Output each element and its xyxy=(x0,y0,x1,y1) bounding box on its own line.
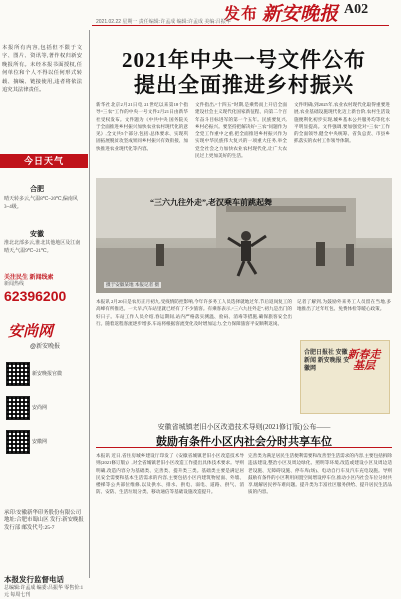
section-name: 发布 xyxy=(224,6,259,23)
newspaper-logo: 新安晚报 xyxy=(262,4,339,25)
issue-info: 2021.02.22 星期一 责任编辑:许孟成 编辑:许孟成 美编:吕振华 xyxy=(96,19,231,25)
promo-logo: 新春走基层 xyxy=(347,349,381,372)
article-column-2: 文件指出,“十四五”时期,是乘势而上开启全面建设社会主义现代化国家新征程、向第二个百年奋斗目标进军的第一个五年。民族要复兴,乡村必振兴。要坚持把解决好“三农”问题作为全党工作重中之重,把全面推进乡村振兴作为实现中华民族伟大复兴的一项重大任务,举全党全社会之力加快农业农村现代化,让广大农民过上更加美好的生活。 xyxy=(195,102,287,159)
weather-city-2: 安徽 xyxy=(30,230,44,238)
article2-divider xyxy=(96,447,392,448)
photo-caption: 摄于安徽某地 本报记者 摄 xyxy=(106,282,160,287)
rail-weather-band: 今日天气 xyxy=(0,154,88,168)
article2-kicker: 安徽省城镇老旧小区改造技术导则(2021修订版)公布—— xyxy=(157,423,331,431)
article-column-5: 记者了解到,为鼓励外来务工人员留在当地,多地推出了过年红包、免费体检等暖心政策。 xyxy=(297,299,391,312)
masthead xyxy=(0,0,401,24)
masthead-divider xyxy=(92,25,389,26)
hotline-label: 关注民生 新闻线索 xyxy=(4,275,54,281)
qr-code-icon xyxy=(6,396,30,420)
qr-caption-1: 新安晚报官微 xyxy=(32,372,63,377)
rail-footer: 承印:安徽新华印务股份有限公司 地址:合肥市蜀山区 发行:新安晚报发行部 邮发代号:25-7 xyxy=(4,510,84,531)
brand-logo: 安尚网 xyxy=(8,324,54,340)
qr-caption-3: 安徽网 xyxy=(32,440,48,445)
article-column-3: 文件明确,到2025年,农业农村现代化取得重要进展,农业基础设施现代化迈上新台阶,农村生活设施便利化初步实现,城乡基本公共服务均等化水平明显提高。文件强调,要加强党对“三农”工作的全面领导,健全中央统筹、省负总责、市县乡抓落实的农村工作领导体制。 xyxy=(294,102,390,144)
weather-city-1: 合肥 xyxy=(30,185,44,193)
promo-label: 合肥日报社 安徽新闻 新安晚报 安徽网 xyxy=(304,350,350,372)
station-scene-image xyxy=(96,178,392,293)
article2-column-2: 完善类为满足居民生活便利需要和改善型生活需求的内容,主要包括拆除违法建设,整治小区及周边绿化、照明等环境,改造或建设小区及周边适老设施、无障碍设施、停车库(场)、电动自行车及汽车充电设施。导则鼓励有条件的小区利用闲置空间增设停车位,推动小区内社会车位分时共享,缓解居民停车难问题。提升类为丰富社区服务供给、提升居民生活品质的内容。 xyxy=(248,453,392,495)
rail-notice: 本报所有内容,包括但不限于文字、图片、资讯等,著作权归新安晚报所有。未经本报书面授权,任何单位和个人不得以任何形式转载、摘编、链接使用,违者将依法追究其法律责任。 xyxy=(2,45,82,94)
weather-text-1: 晴天转多云,气温8℃~20℃,偏南风3~4级。 xyxy=(4,197,78,210)
column-divider xyxy=(89,30,90,578)
qr-code-icon xyxy=(6,430,30,454)
article-column-1: 新华社北京2月21日电 21世纪以来第18个指导“三农”工作的中央一号文件2月21日由新华社受权发布。文件题为《中共中央 国务院关于全面推进乡村振兴加快农业农村现代化的意见》,全文共5个部分,包括:总体要求、实现巩固拓展脱贫攻坚成果同乡村振兴有效衔接、加快推进农业现代化等内容。 xyxy=(96,102,188,151)
headline-line-1: 2021年中央一号文件公布 xyxy=(122,48,366,72)
hotline-number: 62396200 xyxy=(4,288,67,304)
qr-code-icon xyxy=(6,362,30,386)
rail-footer-title: 本报发行监督电话 xyxy=(4,575,64,584)
article-column-4: 本报讯 2月20日是农历正月初九,受疫情防控影响,今年许多务工人员选择就地过年,节后返岗复工的高峰有所推迟。一大早,汽车站里就已经有了不少旅客。有乘客表示,“三六九往外走”,初九是出门的好日子。车站工作人员介绍,春运期间,站内严格落实测温、验码、消毒等措施,确保旅客安全出行。随着返程客流逐步增多,车站将根据客流变化及时增加运力,全力保障旅客平安顺利返岗。 xyxy=(96,299,292,326)
qr-caption-2: 安尚网 xyxy=(32,406,48,411)
article2-column-1: 本报讯 近日,省住房城乡建设厅印发了《安徽省城镇老旧小区改造技术导则(2021修订版)》,对全省城镇老旧小区改造工作提出具体技术要求。导则明确,改造内容分为基础类、完善类、提升类三类。基础类主要是满足居民安全需要和基本生活需求的内容,主要包括小区内建筑物屋面、外墙、楼梯等公共部位维修,以及供水、排水、供电、弱电、道路、供气、消防、安防、生活垃圾分类、移动通信等基础设施改造提升。 xyxy=(96,453,244,495)
rail-footer-editors: 总编辑:许孟成 编委:吕振华 零售价:1元 每周七刊 xyxy=(4,586,84,598)
article2-title: 鼓励有条件小区内社会分时共享车位 xyxy=(156,436,332,448)
weather-text-2: 淮北北部多云,淮北其他地区及江南晴天,气温9℃~21℃。 xyxy=(4,241,81,254)
page-number: A02 xyxy=(344,2,369,17)
headline-line-2: 提出全面推进乡村振兴 xyxy=(134,73,354,97)
news-photo xyxy=(96,178,392,293)
photo-title: “三六九往外走”,老汉乘车前跳起舞 xyxy=(150,198,272,207)
left-rail xyxy=(0,24,88,598)
brand-weibo: @新安晚报 xyxy=(30,344,61,350)
hotline-note: 新闻热线 xyxy=(4,282,25,287)
